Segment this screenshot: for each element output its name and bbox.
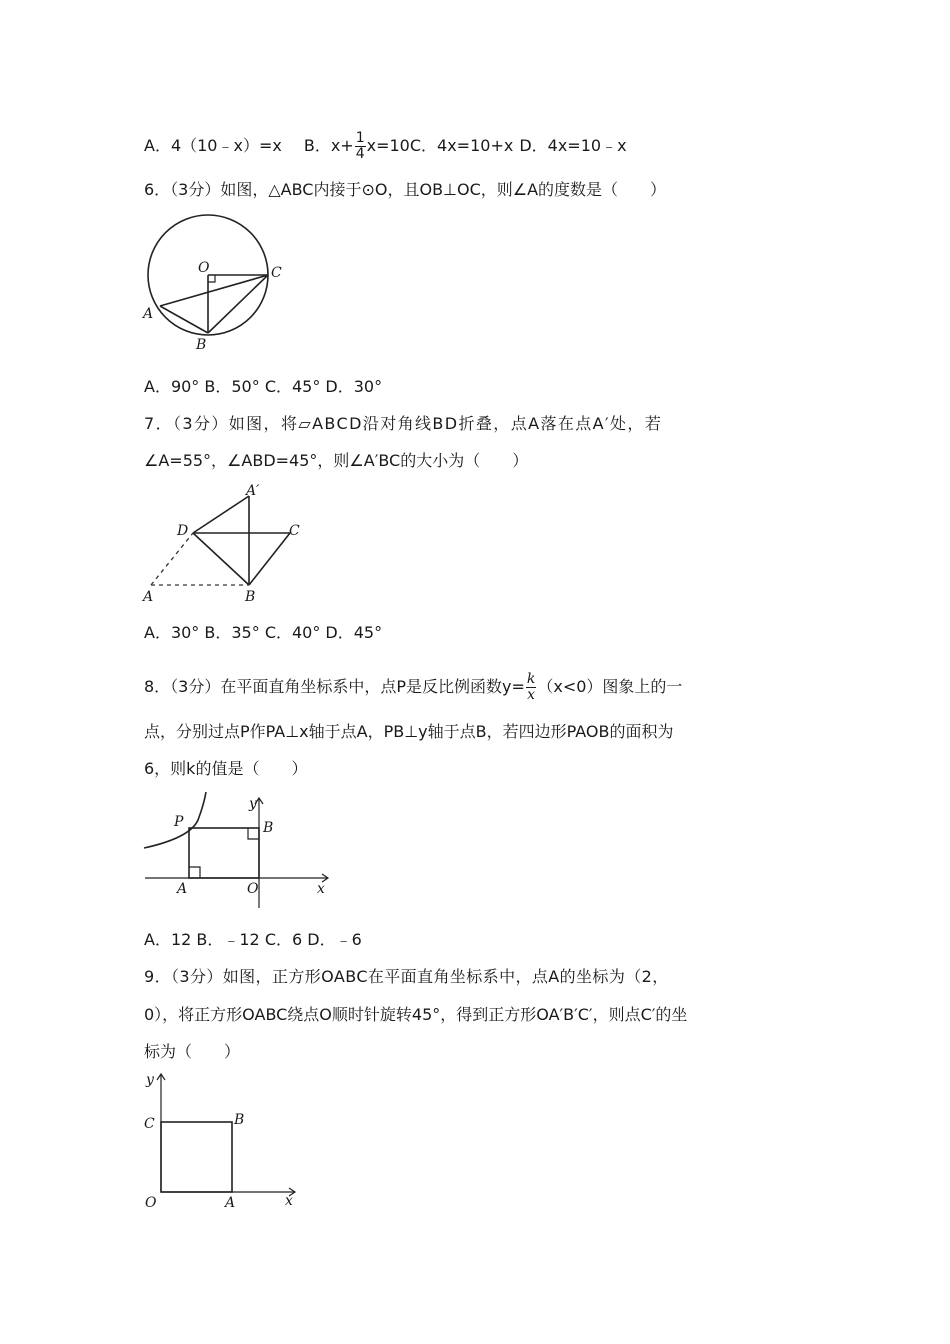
label-a-prime: A′ [246, 483, 260, 499]
frac-denominator: 4 [355, 146, 365, 162]
q5-options [144, 131, 627, 162]
q8-figure [140, 790, 340, 915]
segment-d-a-prime [193, 496, 249, 533]
q5-option-c: C．4x=10+x [409, 136, 514, 155]
q9-stem-line2: 0），将正方形OABC绕点O顺时针旋转45°，得到正方形OA′B′C′，则点C′的坐 [144, 1005, 688, 1024]
label-c: C [144, 1116, 155, 1132]
q6-options: A．90° B．50° C．45° D．30° [144, 377, 383, 396]
right-angle-mark-b [248, 828, 259, 839]
label-d: D [177, 523, 189, 539]
frac-denominator: x [527, 687, 536, 703]
q7-stem-line2: ∠A=55°，∠ABD=45°，则∠A′BC的大小为（ ） [144, 451, 529, 470]
q6-figure [140, 210, 290, 355]
right-angle-mark [208, 275, 215, 282]
q8-stem-prefix: 8．（3分）在平面直角坐标系中，点P是反比例函数y= [144, 677, 525, 696]
q8-stem-line2: 点，分别过点P作PA⊥x轴于点A，PB⊥y轴于点B，若四边形PAOB的面积为 [144, 722, 674, 741]
label-b: B [245, 589, 256, 605]
q8-options: A．12 B．﹣12 C．6 D．﹣6 [144, 930, 362, 949]
label-o: O [145, 1195, 157, 1211]
q8-fraction [526, 672, 536, 703]
q9-figure [140, 1068, 310, 1213]
label-y: y [146, 1072, 154, 1088]
label-a: A [225, 1195, 236, 1211]
q5-option-a: A．4（10﹣x）=x [144, 136, 282, 155]
q7-figure [140, 478, 310, 608]
label-o: O [198, 260, 210, 276]
q5-option-d: D．4x=10﹣x [519, 136, 627, 155]
q5-option-b-fraction [355, 131, 366, 162]
label-y: y [249, 796, 257, 812]
q8-stem-line3: 6，则k的值是（ ） [144, 759, 308, 778]
label-x: x [317, 881, 325, 897]
label-x: x [285, 1193, 293, 1209]
q9-stem-line1: 9．（3分）如图，正方形OABC在平面直角坐标系中，点A的坐标为（2， [144, 967, 669, 986]
q8-stem-line1 [144, 672, 682, 703]
q5-option-b-prefix: B．x+ [303, 136, 354, 155]
label-o: O [247, 881, 259, 897]
label-b: B [263, 820, 274, 836]
label-a: A [143, 306, 154, 322]
segment-db [193, 533, 249, 585]
square-oabc [161, 1122, 232, 1192]
q7-options: A．30° B．35° C．40° D．45° [144, 623, 383, 642]
q7-stem-line1: 7．（3分）如图，将▱ABCD沿对角线BD折叠，点A落在点A′处，若 [144, 414, 663, 433]
label-b: B [196, 337, 207, 353]
label-a: A [143, 589, 154, 605]
q8-stem-suffix: （x<0）图象上的一 [537, 677, 683, 696]
segment-ad-dashed [151, 533, 193, 585]
label-c: C [289, 523, 300, 539]
segment-cb [249, 533, 290, 585]
frac-numerator: k [526, 671, 536, 687]
q9-stem-line3: 标为（ ） [144, 1042, 241, 1061]
q6-stem: 6．（3分）如图，△ABC内接于⊙O，且OB⊥OC，则∠A的度数是（ ） [144, 180, 667, 199]
frac-numerator: 1 [355, 130, 365, 146]
label-b: B [234, 1112, 245, 1128]
label-c: C [271, 265, 282, 281]
label-a: A [177, 881, 188, 897]
right-angle-mark-a [189, 867, 200, 878]
label-p: P [174, 814, 184, 830]
q5-option-b-suffix: x=10 [366, 136, 410, 155]
